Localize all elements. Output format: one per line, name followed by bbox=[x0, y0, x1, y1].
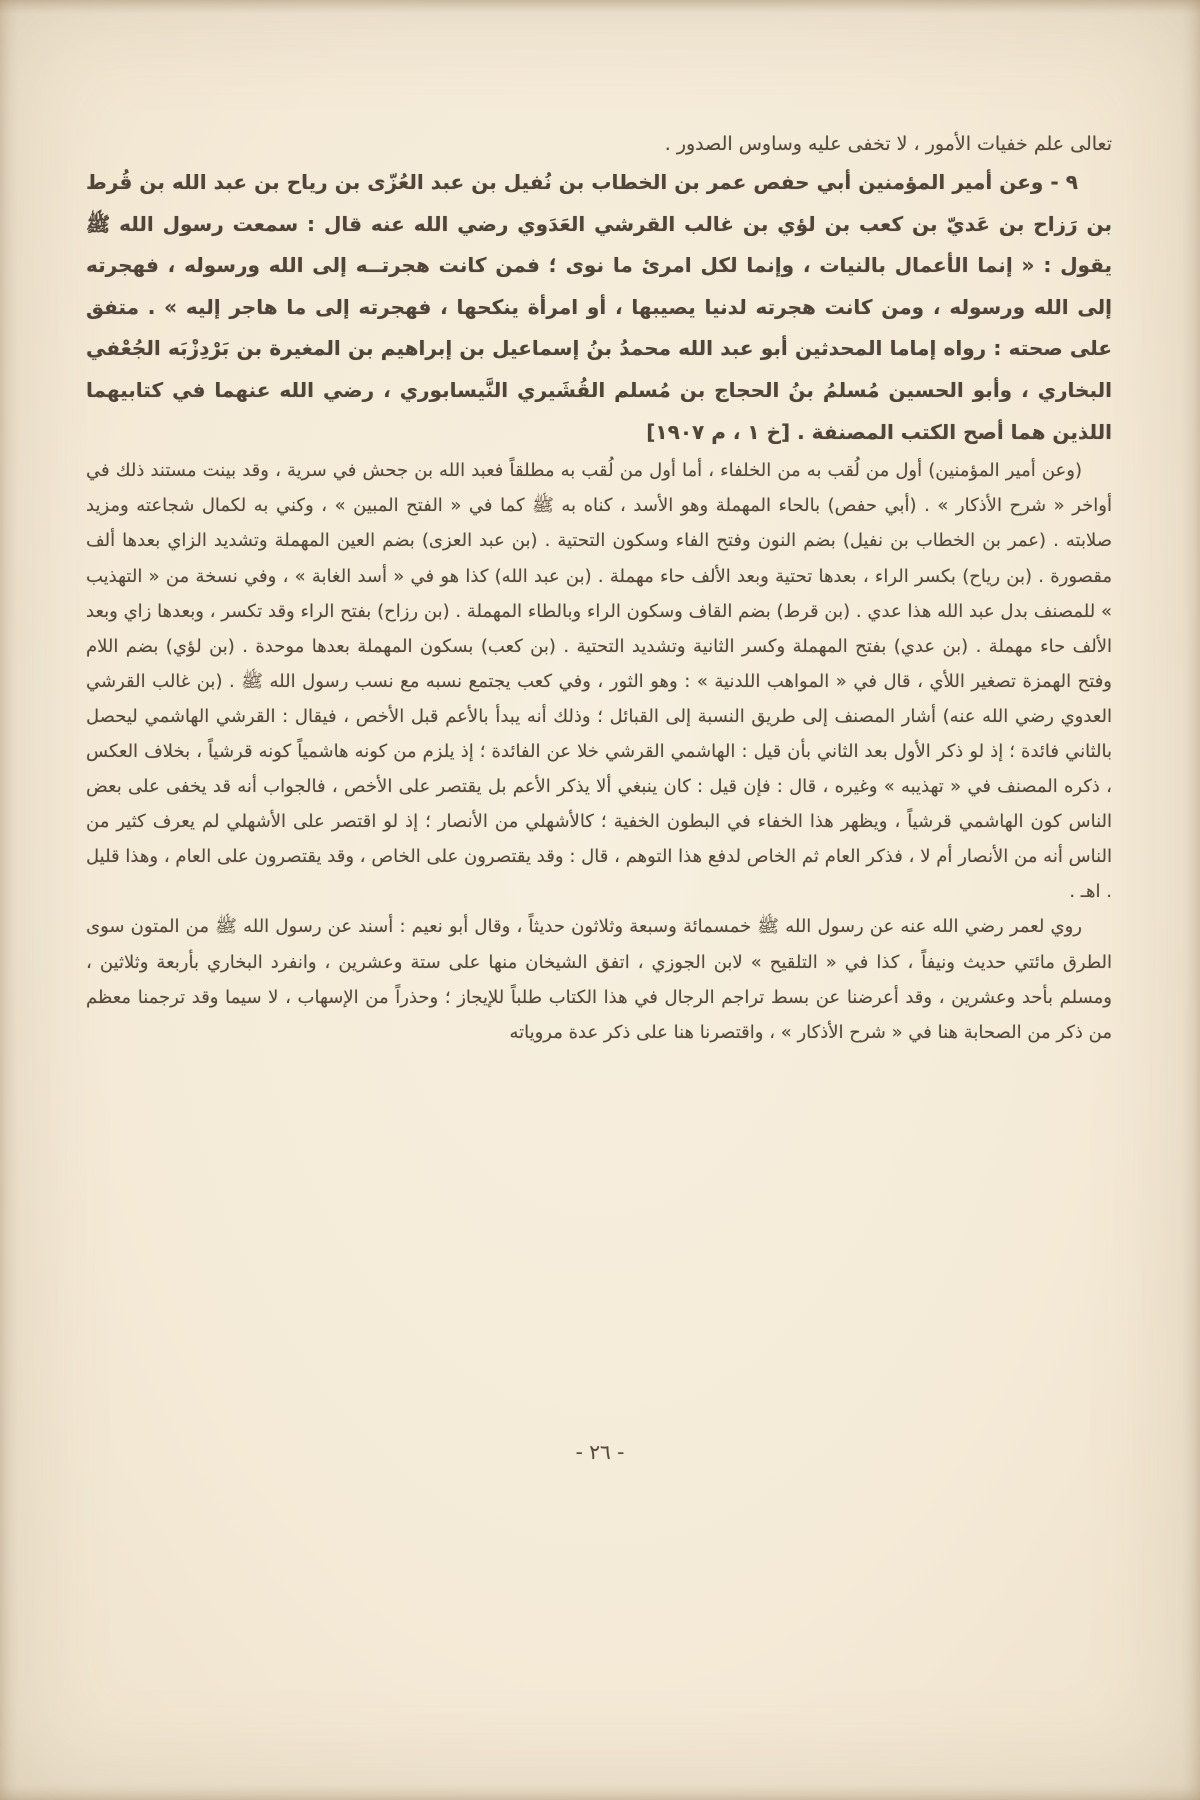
narrations-count-paragraph: روي لعمر رضي الله عنه عن رسول الله ﷺ خمسمائة وسبعة وثلاثون حديثاً ، وقال أبو نعيم : أسند عن رسول الله ﷺ من المتون سوى الطرق مائتي حديث ونيفاً ، كذا في « التلقيح » لابن الجوزي ، اتفق الشيخان منها على ستة وعشرين ، وانفرد البخاري بأربعة وثلاثين ، ومسلم بأحد وعشرين ، وقد أعرضنا عن بسط تراجم الرجال في هذا الكتاب طلباً للإيجاز ؛ وحذراً من الإسهاب ، لا سيما وقد ترجمنا معظم من ذكر من الصحابة هنا في « شرح الأذكار » ، واقتصرنا هنا على ذكر عدة مروياته bbox=[86, 916, 1112, 1043]
hadith-paragraph: ٩ - وعن أمير المؤمنين أبي حفص عمر بن الخطاب بن نُفيل بن عبد العُزّى بن رياح بن عبد الله بن قُرط بن رَزاح بن عَديّ بن كعب بن لؤي بن غالب القرشي العَدَوي رضي الله عنه قال : سمعت رسول الله ﷺ يقول : « إنما الأعمال بالنيات ، وإنما لكل امرئ ما نوى ؛ فمن كانت هجرتــه إلى الله ورسوله ، فهجرته إلى الله ورسوله ، ومن كانت هجرته لدنيا يصيبها ، أو امرأة ينكحها ، فهجرته إلى ما هاجر إليه » . متفق على صحته : رواه إماما المحدثين أبو عبد الله محمدُ بنُ إسماعيل بن إبراهيم بن المغيرة بن بَرْدِزْبَه الجُعْفي البخاري ، وأبو الحسين مُسلمُ بنُ الحجاج بن مُسلم القُشَيري النَّيسابوري ، رضي الله عنهما في كتابيهما اللذين هما أصح الكتب المصنفة . [خ ١ ، م ١٩٠٧] bbox=[86, 170, 1112, 444]
page-text-block bbox=[86, 126, 1112, 1050]
opening-line: تعالى علم خفيات الأمور ، لا تخفى عليه وساوس الصدور . bbox=[664, 133, 1112, 155]
page-number: - ٢٦ - bbox=[575, 1440, 625, 1464]
commentary-paragraph: (وعن أمير المؤمنين) أول من لُقب به من الخلفاء ، أما أول من لُقب به مطلقاً فعبد الله بن جحش في سرية ، وقد بينت مستند ذلك في أواخر « شرح الأذكار » . (أبي حفص) بالحاء المهملة وهو الأسد ، كناه به ﷺ كما في « الفتح المبين » ، وكني به لكمال شجاعته ومزيد صلابته . (عمر بن الخطاب بن نفيل) بضم النون وفتح الفاء وسكون التحتية . (بن عبد العزى) بضم العين المهملة وتشديد الزاي بعدها ألف مقصورة . (بن رياح) بكسر الراء ، بعدها تحتية وبعد الألف حاء مهملة . (بن عبد الله) كذا هو في « أسد الغابة » ، وفي نسخة من « التهذيب » للمصنف بدل عبد الله هذا عدي . (بن قرط) بضم القاف وسكون الراء وبالطاء المهملة . (بن رزاح) بفتح الراء وقد تكسر ، وبعدها زاي وبعد الألف حاء مهملة . (بن عدي) بفتح المهملة وكسر الثانية وتشديد التحتية . (بن كعب) بسكون المهملة بعدها موحدة . (بن لؤي) بضم اللام وفتح الهمزة تصغير اللأي ، قال في « المواهب اللدنية » : وهو الثور ، وفي كعب يجتمع نسبه مع نسب رسول الله ﷺ . (بن غالب القرشي العدوي رضي الله عنه) أشار المصنف إلى طريق النسبة إلى القبائل ؛ وذلك أنه يبدأ بالأعم قبل الأخص ، فيقال : القرشي الهاشمي ليحصل بالثاني فائدة ؛ إذ لو ذكر الأول بعد الثاني بأن قيل : الهاشمي القرشي خلا عن الفائدة ؛ إذ يلزم من كونه هاشمياً كونه قرشياً ، بخلاف العكس ، ذكره المصنف في « تهذيبه » وغيره ، قال : فإن قيل : كان ينبغي ألا يذكر الأعم بل يقتصر على الأخص ، فالجواب أنه قد يخفى على بعض الناس كون الهاشمي قرشياً ، ويظهر هذا الخفاء في البطون الخفية ؛ كالأشهلي من الأنصار ؛ إذ لو اقتصر على الأشهلي لم يعرف كثير من الناس أنه من الأنصار أم لا ، فذكر العام ثم الخاص لدفع هذا التوهم ، قال : وقد يقتصرون على الخاص ، وقد يقتصرون على العام ، وهذا قليل . اهـ . bbox=[86, 460, 1112, 903]
